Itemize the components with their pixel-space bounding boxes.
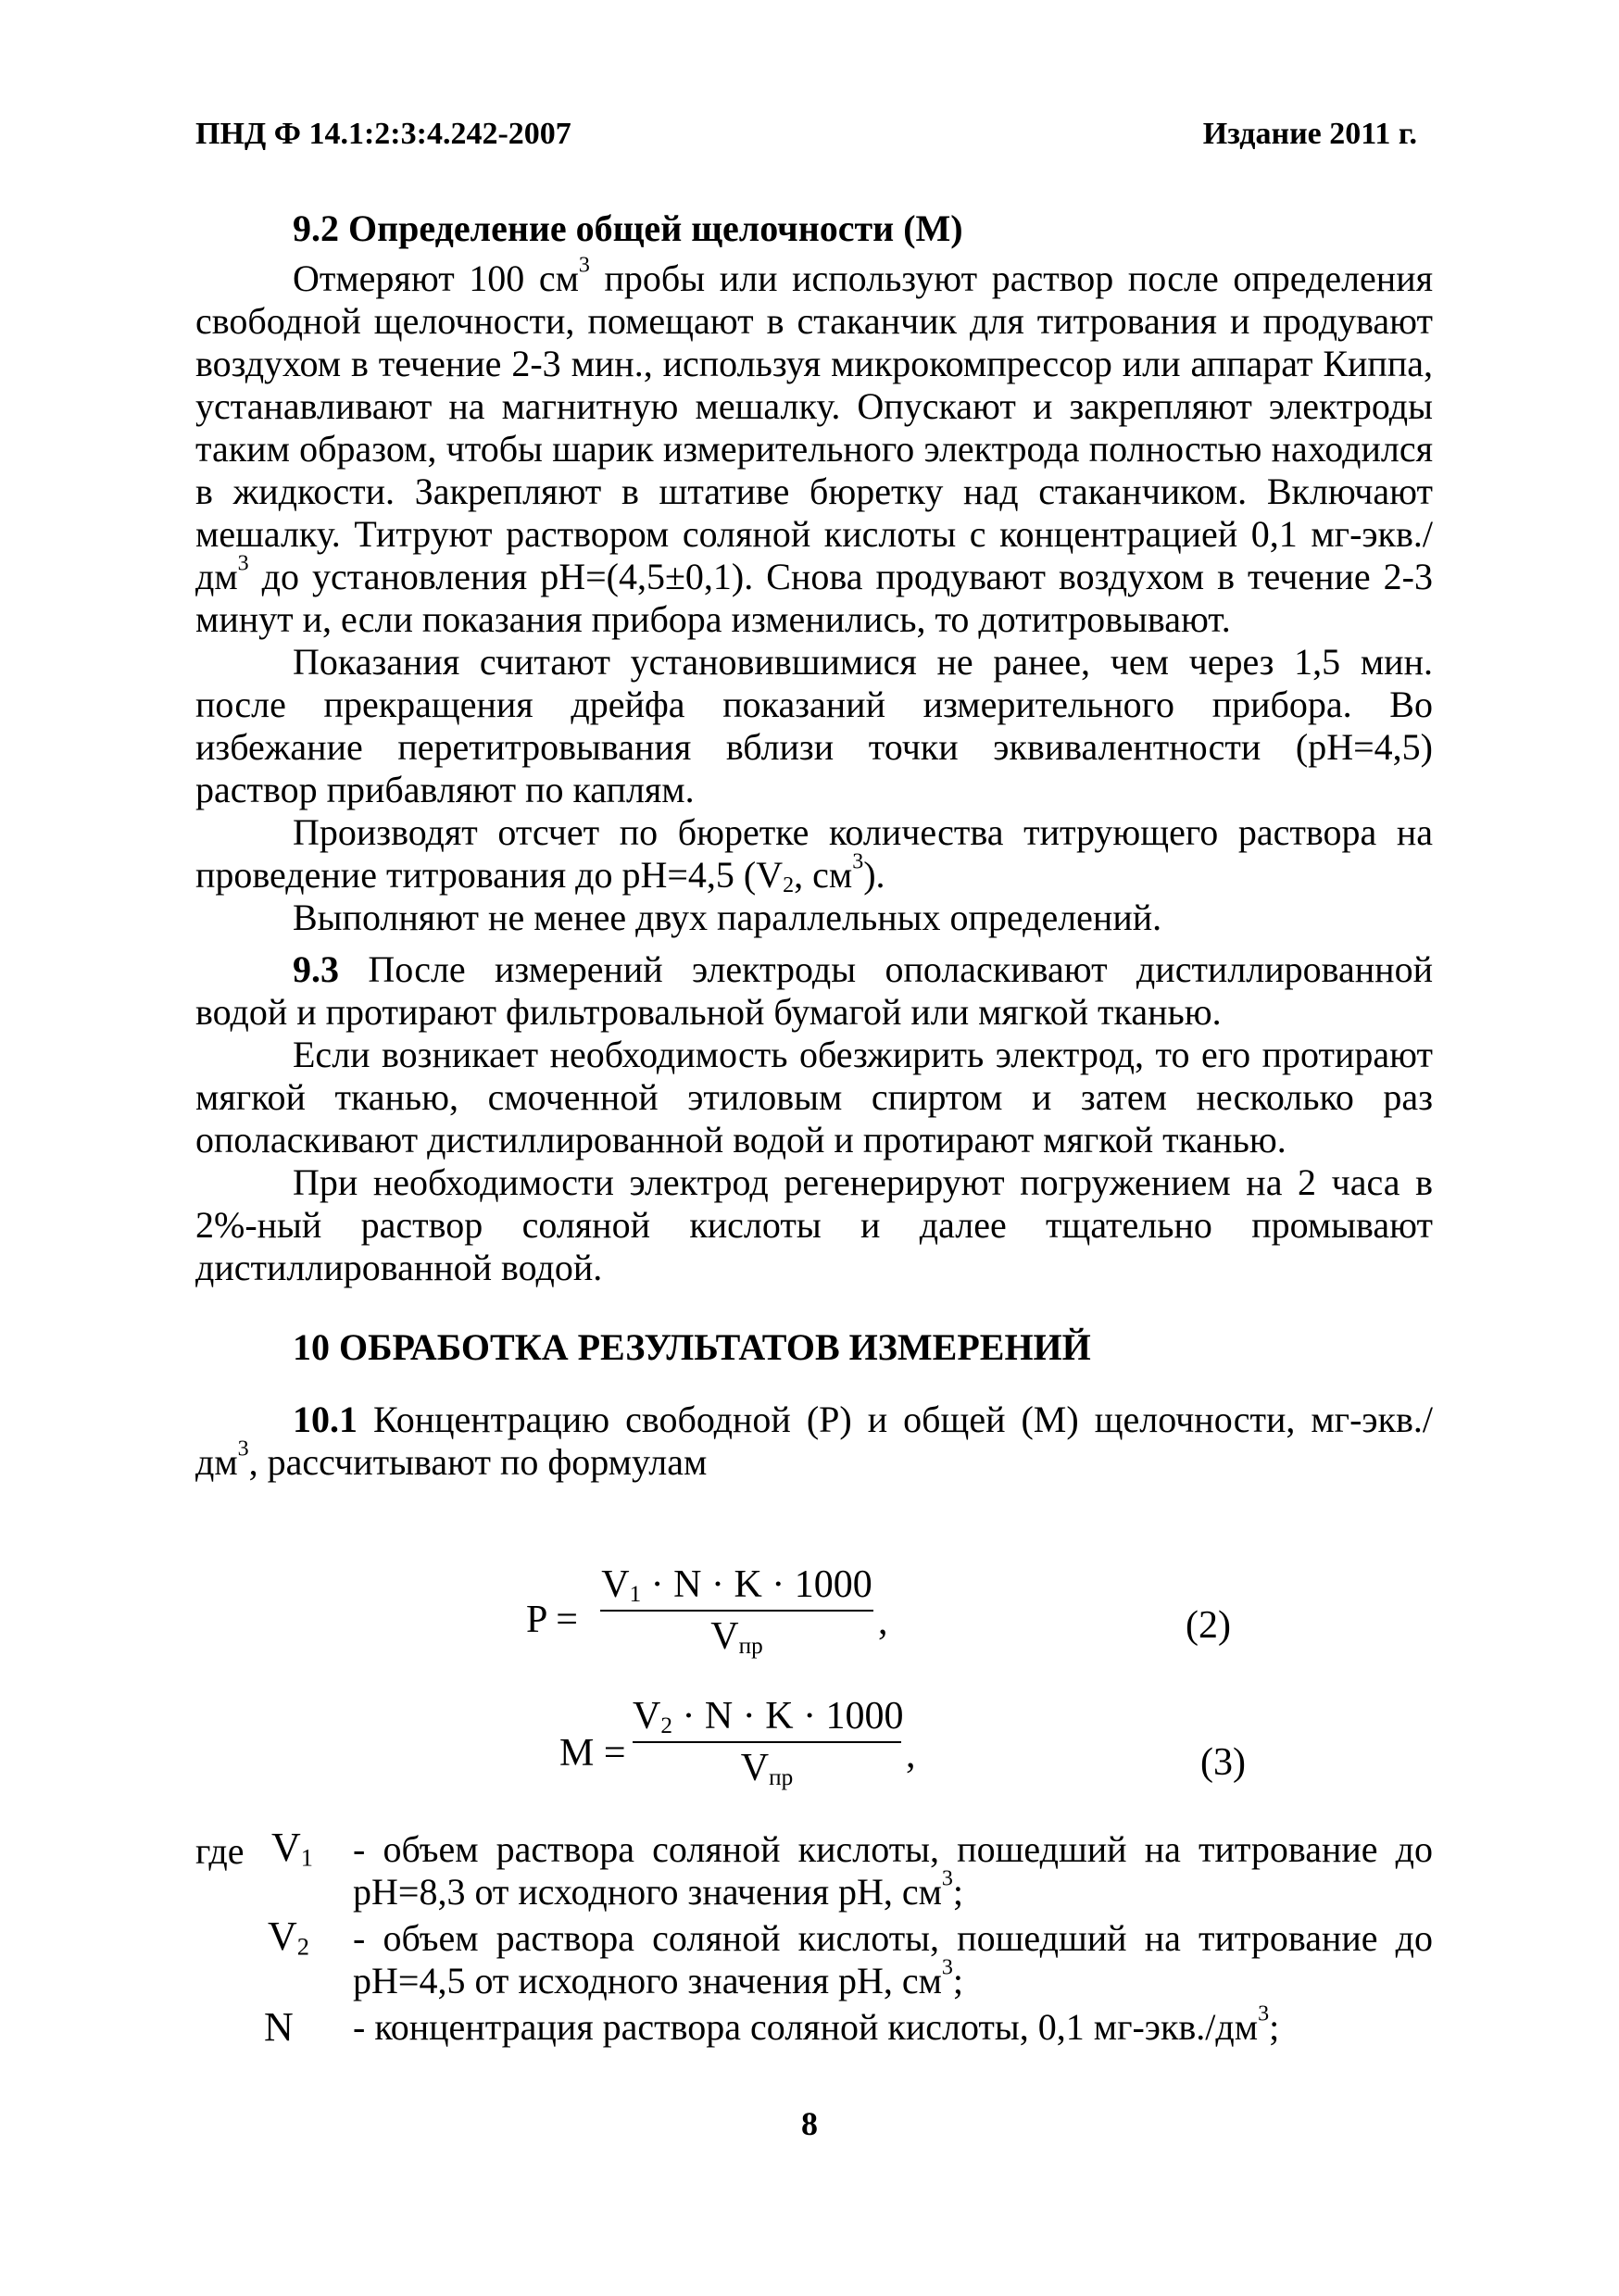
formula-2 bbox=[0, 1563, 1619, 1684]
section-9-3-paragraph-1: 9.3 После измерений электроды ополаскивают дистиллированной водой и протирают фильтровальной бумагой или мягкой тканью. bbox=[195, 948, 1433, 1033]
symbol-n: N bbox=[264, 2004, 294, 2050]
formula-3-comma: , bbox=[906, 1734, 916, 1776]
document-code: ПНД Ф 14.1:2:3:4.242-2007 bbox=[195, 117, 571, 151]
definition-n-text: - концентрация раствора соляной кислоты, 0,1 $мг-экв./дм^3$; bbox=[353, 2001, 1280, 2048]
section-9-3-paragraph-2: Если возникает необходимость обезжирить электрод, то его протирают мягкой тканью, смоченной этиловым спиртом и затем несколько раз ополаскивают дистиллированной водой и протирают мягкой тканью. bbox=[195, 1034, 1433, 1161]
formula-3-denominator: $V_{пр}$ bbox=[740, 1747, 794, 1791]
section-10-heading: 10 ОБРАБОТКА РЕЗУЛЬТАТОВ ИЗМЕРЕНИЙ bbox=[293, 1326, 1091, 1368]
section-9-2-paragraph-1: Отмеряют 100 $см^3$ пробы или используют раствор после определения свободной щелочности, помещают в стаканчик для титрования и продувают воздухом в течение 2-3 мин., используя микрокомпрессор или аппарат Киппа, устанавливают на магнитную мешалку. Опускают и закрепляют электроды таким образом, чтобы шарик измерительного электрода полностью находился в жидкости. Закрепляют в штативе бюретку над стаканчиком. Включают мешалку. Титруют раствором соляной кислоты с концентрацией 0,1 $мг-экв./дм^3$ до установления рН=(4,5±0,1). Снова продувают воздухом в течение 2-3 минут и, если показания прибора изменились, то дотитровывают. bbox=[195, 253, 1433, 640]
formula-3-numerator: $V_2 \cdot N \cdot K \cdot 1000$ bbox=[633, 1695, 904, 1739]
edition-label: Издание 2011 г. bbox=[1202, 117, 1417, 151]
section-10-1-paragraph: 10.1 Концентрацию свободной (Р) и общей (М) щелочности, $мг-экв./дм^3$, рассчитывают по формулам bbox=[195, 1399, 1433, 1483]
formula-2-fraction-bar bbox=[600, 1610, 873, 1612]
symbol-v2: $V_2$ bbox=[268, 1913, 309, 1961]
section-9-2-paragraph-2: Показания считают установившимися не ранее, чем через 1,5 мин. после прекращения дрейфа показаний измерительного прибора. Во избежание перетитровывания вблизи точки эквивалентности (рН=4,5) раствор прибавляют по каплям. bbox=[195, 641, 1433, 810]
section-9-2-paragraph-3: Производят отсчет по бюретке количества титрующего раствора на проведение титрования до рН=4,5 ($V_2$, $см^3$). bbox=[195, 811, 1433, 897]
formula-2-denominator: $V_{пр}$ bbox=[710, 1615, 763, 1660]
section-9-2 bbox=[195, 207, 1433, 1484]
section-9-3-paragraph-3: При необходимости электрод регенерируют погружением на 2 часа в 2%-ный раствор соляной кислоты и далее тщательно промывают дистиллированной водой. bbox=[195, 1161, 1433, 1288]
formula-3-lhs: M = bbox=[559, 1732, 626, 1775]
formula-3-fraction-bar bbox=[633, 1741, 901, 1743]
formula-3-number: (3) bbox=[1200, 1741, 1246, 1784]
formula-2-comma: , bbox=[878, 1600, 888, 1643]
page-number: 8 bbox=[801, 2105, 818, 2142]
formula-2-fraction bbox=[600, 1563, 873, 1658]
symbol-v1: $V_1$ bbox=[271, 1825, 313, 1872]
definition-v2-text: - объем раствора соляной кислоты, пошедший на титрование до рН=4,5 от исходного значения рН, $см^3$; bbox=[353, 1917, 1433, 2001]
formula-3 bbox=[0, 1695, 1619, 1815]
section-9-2-paragraph-4: Выполняют не менее двух параллельных определений. bbox=[293, 897, 1162, 938]
formula-2-numerator: $V_1 \cdot N \cdot K \cdot 1000$ bbox=[601, 1563, 872, 1608]
formula-3-fraction bbox=[633, 1695, 904, 1791]
formula-2-number: (2) bbox=[1186, 1604, 1231, 1647]
section-9-2-heading: 9.2 Определение общей щелочности (М) bbox=[293, 207, 963, 249]
formula-2-lhs: P = bbox=[526, 1599, 578, 1641]
where-label: где bbox=[195, 1830, 245, 1872]
definition-v1-text: - объем раствора соляной кислоты, пошедший на титрование до рН=8,3 от исходного значения рН, $см^3$; bbox=[353, 1828, 1433, 1913]
